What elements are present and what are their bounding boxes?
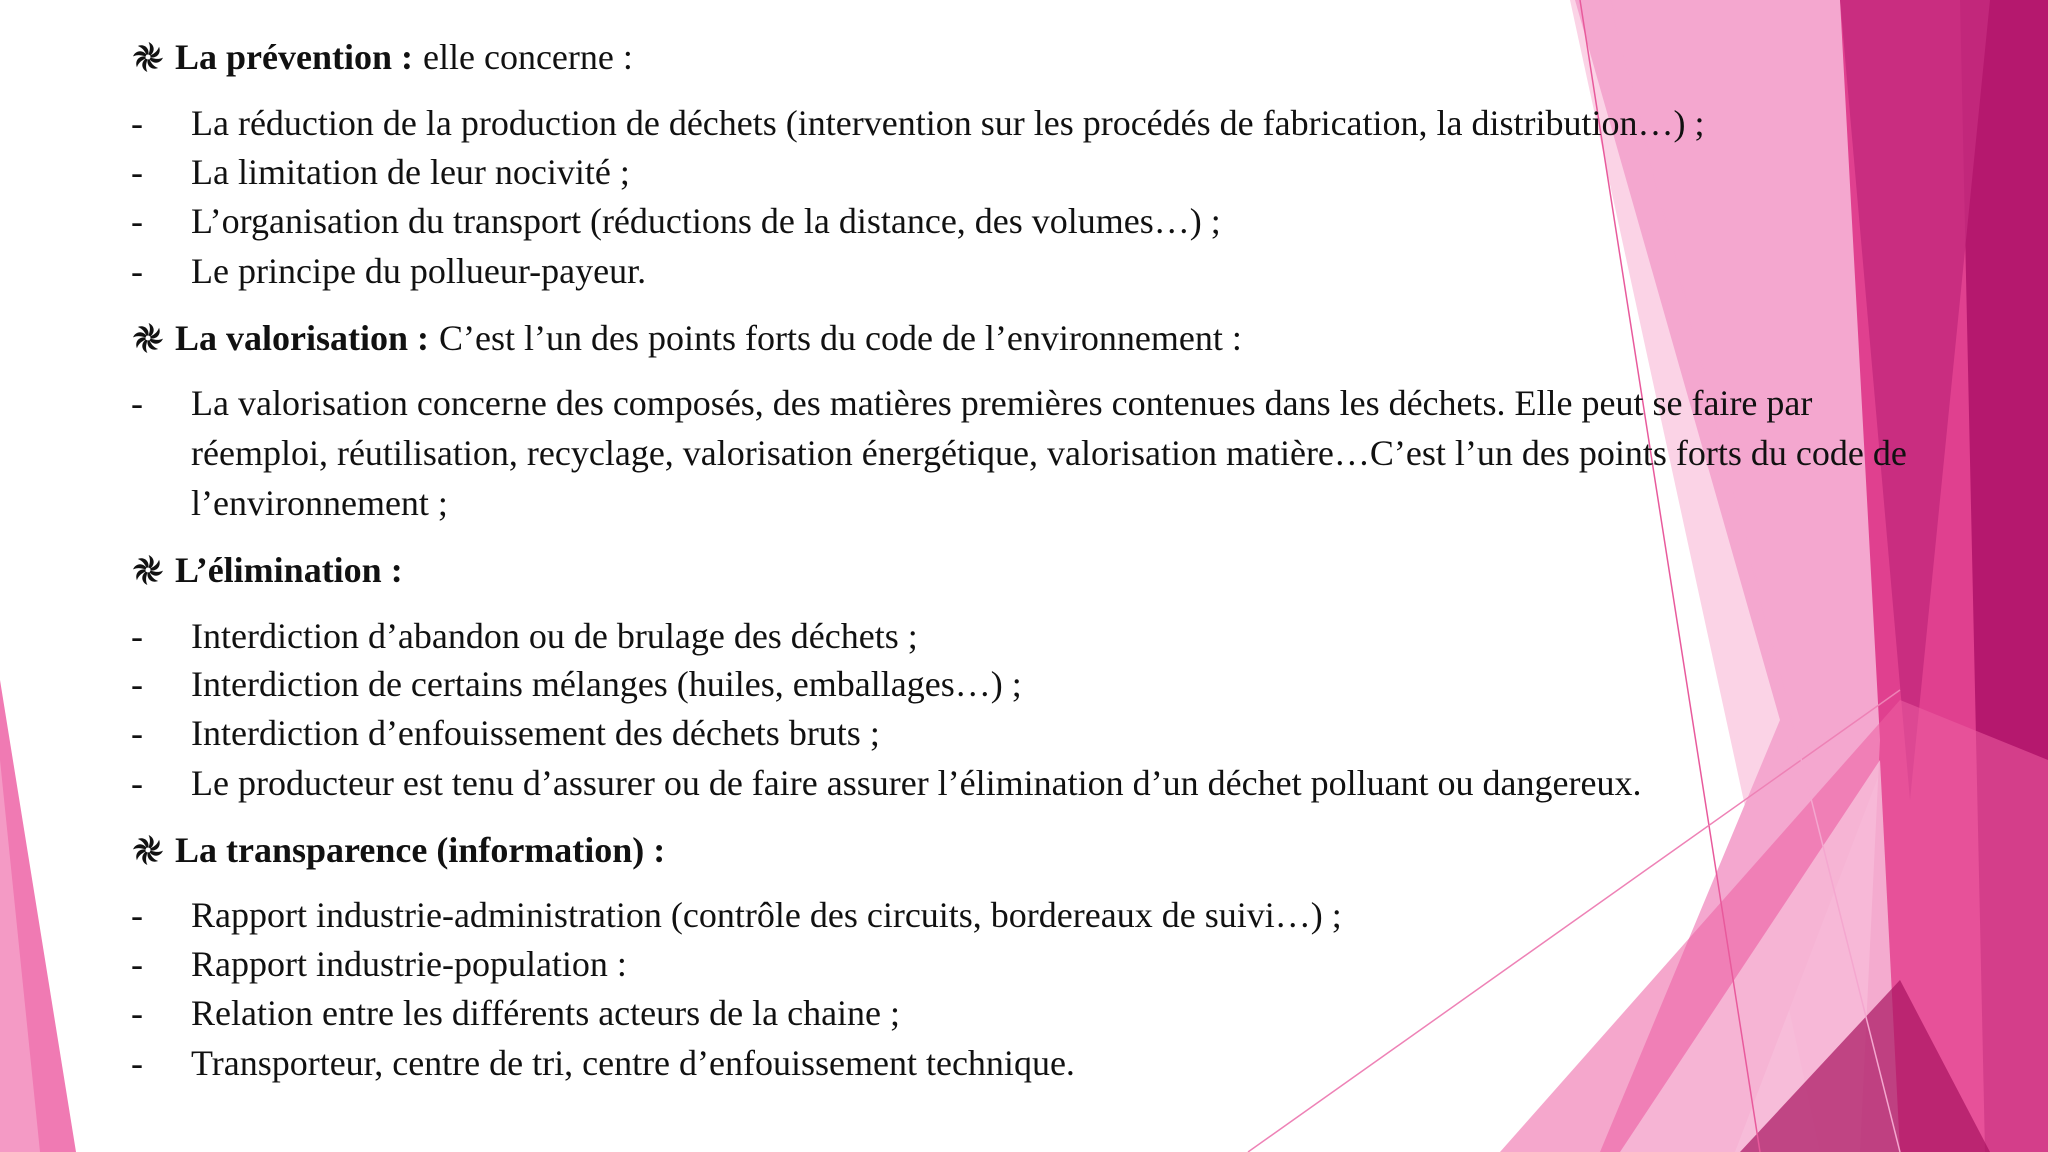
dash-bullet: - <box>131 713 143 753</box>
dash-bullet: - <box>131 993 143 1033</box>
dash-bullet: - <box>131 251 143 291</box>
list-item-text: Rapport industrie-administration (contrôle des circuits, bordereaux de suivi…) ; <box>191 895 1342 935</box>
dash-bullet: - <box>131 201 143 241</box>
list-item-text: Rapport industrie-population : <box>191 944 627 984</box>
list-item-text: L’organisation du transport (réductions de la distance, des volumes…) ; <box>191 201 1221 241</box>
dash-bullet: - <box>131 895 143 935</box>
section-heading <box>131 550 403 590</box>
dash-bullet: - <box>131 763 143 803</box>
dash-bullet: - <box>131 944 143 984</box>
section-heading-title: La prévention : <box>175 37 413 77</box>
dash-bullet: - <box>131 383 143 423</box>
swirl-bullet-icon <box>131 40 165 74</box>
list-item-text: Relation entre les différents acteurs de la chaine ; <box>191 993 901 1033</box>
section-heading-title: La transparence (information) : <box>175 830 666 870</box>
list-item-text: Le principe du pollueur-payeur. <box>191 251 647 291</box>
section-heading-title: L’élimination : <box>175 550 403 590</box>
section-heading <box>131 37 633 77</box>
dash-bullet: - <box>131 1043 143 1083</box>
list-item-text: Le producteur est tenu d’assurer ou de faire assurer l’élimination d’un déchet polluant ou dangereux. <box>191 763 1642 803</box>
dash-bullet: - <box>131 152 143 192</box>
swirl-bullet-icon <box>131 833 165 867</box>
section-heading <box>131 318 1242 358</box>
section-heading-title: La valorisation : <box>175 318 430 358</box>
dash-bullet: - <box>131 103 143 143</box>
list-item-text: La limitation de leur nocivité ; <box>191 152 630 192</box>
swirl-bullet-icon <box>131 321 165 355</box>
list-item-text: La réduction de la production de déchets (intervention sur les procédés de fabrication, la distribution…) ; <box>191 103 1705 143</box>
dash-bullet: - <box>131 664 143 704</box>
list-item-text: La valorisation concerne des composés, des matières premières contenues dans les déchets. Elle peut se faire par réemploi, réutilisation, recyclage, valorisation énergétique, valorisation matière…C’est l’un des points forts du code de l’environnement ; <box>191 383 1907 523</box>
section-heading-text: elle concerne : <box>423 37 633 77</box>
swirl-bullet-icon <box>131 553 165 587</box>
section-heading <box>131 830 665 870</box>
list-item-text: Transporteur, centre de tri, centre d’enfouissement technique. <box>191 1043 1075 1083</box>
list-item-text: Interdiction de certains mélanges (huiles, emballages…) ; <box>191 664 1022 704</box>
list-item-text: Interdiction d’enfouissement des déchets bruts ; <box>191 713 880 753</box>
section-heading-text: C’est l’un des points forts du code de l’environnement : <box>439 318 1242 358</box>
list-item-text: Interdiction d’abandon ou de brulage des déchets ; <box>191 616 918 656</box>
dash-bullet: - <box>131 616 143 656</box>
